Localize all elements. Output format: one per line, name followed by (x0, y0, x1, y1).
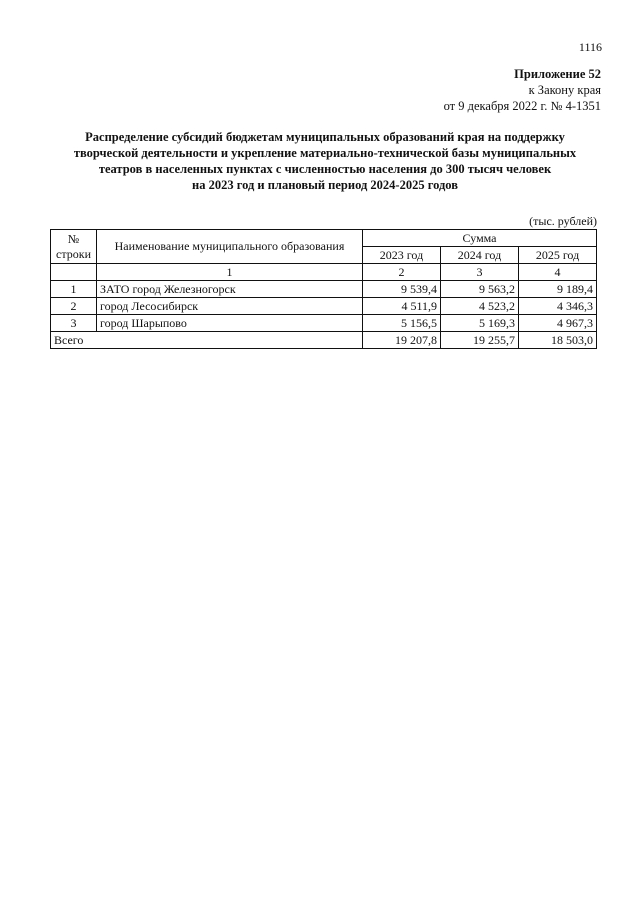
total-2025: 18 503,0 (519, 332, 597, 349)
column-number-cell: 2 (363, 264, 441, 281)
header-year-2023: 2023 год (363, 247, 441, 264)
units-label: (тыс. рублей) (529, 214, 597, 228)
column-numbers-row (51, 264, 597, 281)
title-line-3: театров в населенных пунктах с численностью населения до 300 тысяч человек (98, 162, 552, 176)
value-2025: 9 189,4 (519, 281, 597, 298)
appendix-block (444, 66, 601, 114)
value-2024: 9 563,2 (441, 281, 519, 298)
total-2023: 19 207,8 (363, 332, 441, 349)
value-2024: 5 169,3 (441, 315, 519, 332)
value-2025: 4 346,3 (519, 298, 597, 315)
appendix-title: Приложение 52 (514, 67, 601, 81)
title-line-1: Распределение субсидий бюджетам муниципальных образований края на поддержку (85, 130, 565, 144)
header-row-number: № строки (51, 230, 97, 264)
column-number-cell: 3 (441, 264, 519, 281)
column-number-cell: 1 (97, 264, 363, 281)
table-row (51, 315, 597, 332)
value-2023: 4 511,9 (363, 298, 441, 315)
column-number-cell (51, 264, 97, 281)
document-title (40, 129, 610, 193)
header-row-1 (51, 230, 597, 247)
municipality-name: город Шарыпово (97, 315, 363, 332)
total-row (51, 332, 597, 349)
value-2023: 9 539,4 (363, 281, 441, 298)
row-number: 2 (51, 298, 97, 315)
total-2024: 19 255,7 (441, 332, 519, 349)
municipality-name: город Лесосибирск (97, 298, 363, 315)
header-municipality-name: Наименование муниципального образования (97, 230, 363, 264)
total-label: Всего (51, 332, 363, 349)
row-number: 1 (51, 281, 97, 298)
appendix-date-number: от 9 декабря 2022 г. № 4-1351 (443, 99, 601, 113)
value-2024: 4 523,2 (441, 298, 519, 315)
title-line-2: творческой деятельности и укрепление материально-технической базы муниципальных (73, 146, 577, 160)
municipality-name: ЗАТО город Железногорск (97, 281, 363, 298)
header-year-2024: 2024 год (441, 247, 519, 264)
page-number: 1116 (578, 40, 602, 54)
table-row (51, 281, 597, 298)
header-sum: Сумма (363, 230, 597, 247)
title-line-4: на 2023 год и плановый период 2024-2025 годов (192, 178, 458, 192)
value-2025: 4 967,3 (519, 315, 597, 332)
appendix-law-reference: к Закону края (528, 83, 601, 97)
row-number: 3 (51, 315, 97, 332)
value-2023: 5 156,5 (363, 315, 441, 332)
header-year-2025: 2025 год (519, 247, 597, 264)
table-row (51, 298, 597, 315)
column-number-cell: 4 (519, 264, 597, 281)
subsidy-table (50, 229, 597, 349)
